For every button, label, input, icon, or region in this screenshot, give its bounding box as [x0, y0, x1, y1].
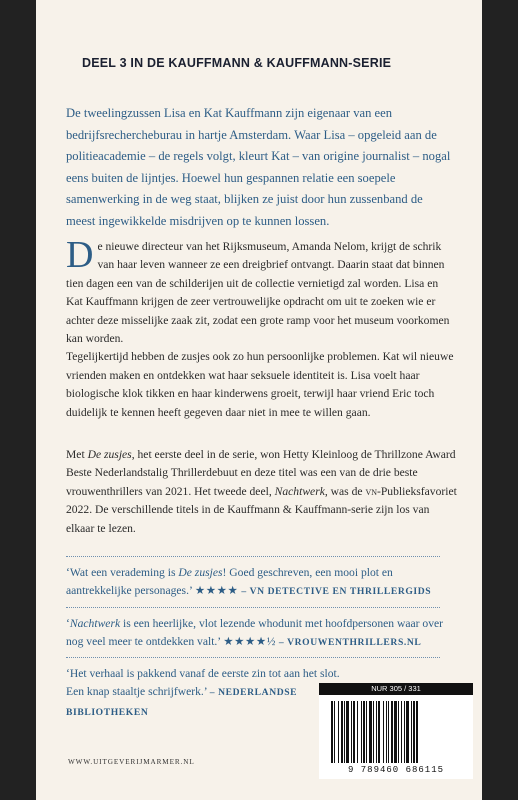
barcode-bar: [363, 701, 365, 763]
isbn-number: 9 789460 686115: [347, 765, 444, 775]
barcode-bar: [411, 701, 412, 763]
barcode-bar: [388, 701, 389, 763]
award-title-1: De zusjes: [87, 448, 132, 461]
award-text-4: -Publieksfavoriet 2022. De verschillende titels in de Kauffmann & Kauffmann-serie zijn los van elkaar te lezen.: [66, 484, 457, 535]
barcode-bar: [338, 701, 339, 763]
barcode-bar: [357, 701, 358, 763]
nur-label: NUR 305 / 331: [319, 683, 473, 695]
barcode-bar: [344, 701, 345, 763]
barcode-bar: [334, 701, 335, 763]
barcode-bar: [394, 701, 397, 763]
quote-text: ! Goed geschreven, een mooi plot en aantrekkelijke personages.’: [66, 566, 393, 598]
quote-source: – VROUWENTHRILLERS.NL: [278, 637, 422, 649]
barcode-bar: [366, 701, 367, 763]
barcode-bar: [378, 701, 380, 763]
barcode-bar: [373, 701, 374, 763]
review-quote-2: [66, 615, 458, 653]
award-small-caps: vn: [365, 484, 377, 498]
barcode-bar: [331, 701, 333, 763]
barcode-bar: [369, 701, 372, 763]
quote-text: is een heerlijke, vlot lezende whodunit met hoofdpersonen waar over nog veel meer te ontdekken valt.’: [66, 617, 444, 649]
drop-cap: D: [66, 234, 94, 276]
barcode-bar: [401, 701, 402, 763]
award-text-1: Met: [66, 448, 88, 461]
award-text-2: , het eerste deel in de serie, won Hetty Kleinloog de Thrillzone Award Beste Nederlandstalig Thrillerdebuut en deze titel was een van de drie beste vrouwenthrillers van 2021. Het tweede deel,: [66, 448, 456, 498]
award-title-2: Nachtwerk: [274, 484, 325, 498]
quote-text: ‘: [66, 617, 70, 630]
award-text-3: , was de: [324, 484, 366, 498]
barcode-bar: [416, 701, 418, 763]
story-paragraph-2: Tegelijkertijd hebben de zusjes ook zo hun persoonlijke problemen. Kat wil nieuwe vrienden maken en ontdekken wat haar seksuele identiteit is. Lisa voelt haar biologische klok tikken en haar kinderwens groeit, terwijl haar vriend Eric toch duidelijk te kennen heeft gegeven daar niet in mee te willen gaan.: [66, 350, 454, 419]
review-quote-3: [66, 665, 356, 722]
barcode-bar: [413, 701, 415, 763]
barcode-bar: [361, 701, 362, 763]
barcode-bars: [331, 701, 461, 763]
barcode-bar: [341, 701, 343, 763]
award-paragraph: [66, 446, 458, 538]
barcode-bar: [391, 701, 393, 763]
story-paragraph-1: [66, 234, 456, 348]
barcode-bar: [406, 701, 409, 763]
barcode-bar: [383, 701, 384, 763]
quote-text: ‘Wat een verademing is: [66, 566, 179, 579]
intro-paragraph: De tweelingzussen Lisa en Kat Kauffmann zijn eigenaar van een bedrijfsrechercheburau in hartje Amsterdam. Waar Lisa – opgeleid aan de politieacademie – de regels volgt, kleurt Kat – van origine journalist – nogal eens buiten de lijntjes. Hoewel hun gespannen relatie een soepele samenwerking in de weg staat, blijken ze juist door hun zussenband de meest ingewikkelde misdrijven op te kunnen lossen.: [66, 106, 451, 228]
quote-title: Nachtwerk: [69, 617, 121, 630]
barcode-bar: [386, 701, 387, 763]
barcode-bar: [404, 701, 405, 763]
story-paragraph-1-text: e nieuwe directeur van het Rijksmuseum, Amanda Nelom, krijgt de schrik van haar leven wanneer ze een dreigbrief ontvangt. Daarin staat dat binnen tien dagen een van de schilderijen uit de collectie vernietigd zal worden. Lisa en Kat Kauffmann krijgen de zeer vertrouwelijke opdracht om uit te zoeken wie er achter deze misselijke zaak zit, zodat een grote ramp voor het museum voorkomen kan worden.: [66, 240, 450, 346]
barcode-bar: [376, 701, 377, 763]
rating-stars: ★★★★½: [223, 635, 276, 649]
barcode-bar: [351, 701, 352, 763]
quote-text: ‘Het verhaal is pakkend vanaf de eerste zin tot aan het slot. Een knap staaltje schrijfwerk.’: [66, 667, 340, 699]
divider: [66, 607, 440, 608]
divider: [66, 657, 440, 658]
series-heading: DEEL 3 IN DE KAUFFMANN & KAUFFMANN-SERIE: [82, 56, 392, 70]
rating-stars: ★★★★: [194, 584, 239, 598]
quote-source: – VN DETECTIVE EN THRILLERGIDS: [241, 586, 432, 598]
barcode-bar: [346, 701, 349, 763]
publisher-website: WWW.UITGEVERIJMARMER.NL: [68, 758, 195, 766]
back-cover: [36, 0, 482, 800]
story-text: [66, 234, 456, 422]
divider: [66, 556, 440, 557]
barcode-bar: [398, 701, 399, 763]
review-quote-1: [66, 564, 458, 602]
quote-source: – NEDERLANDSE BIBLIOTHEKEN: [66, 687, 298, 718]
barcode-bar: [353, 701, 355, 763]
quote-title: De zusjes: [178, 566, 223, 579]
isbn-barcode: [319, 683, 473, 779]
